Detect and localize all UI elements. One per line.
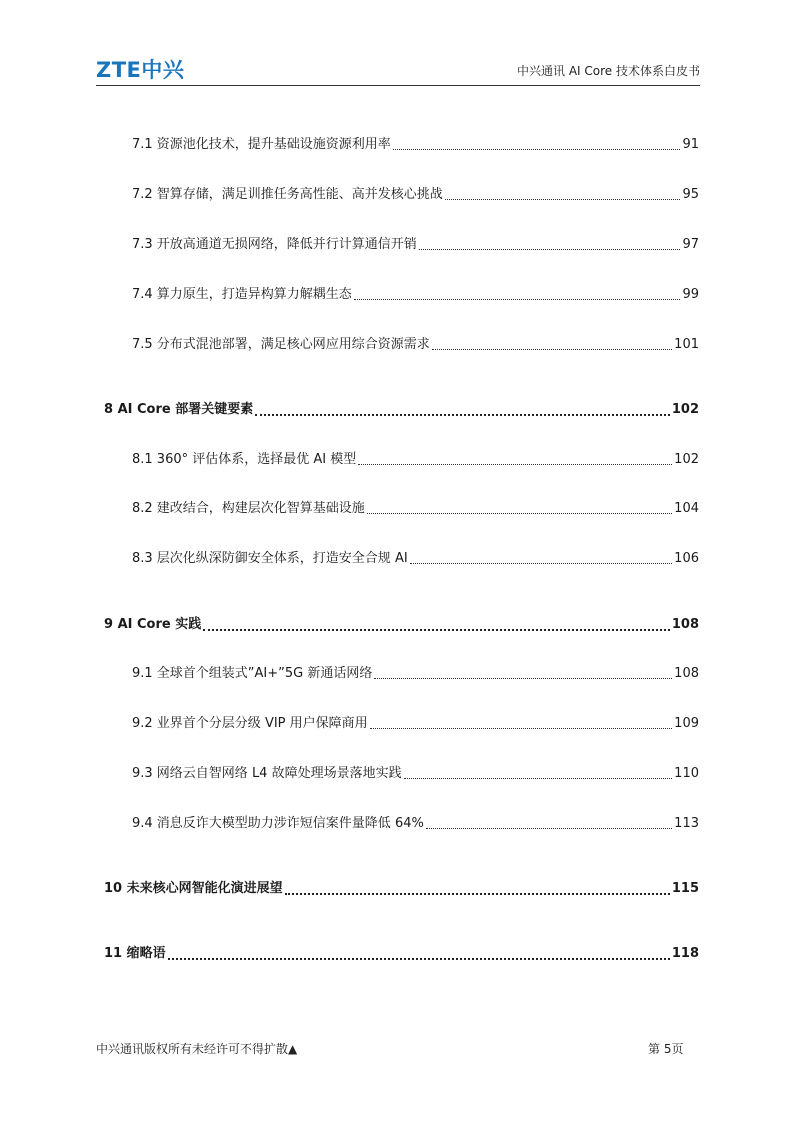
toc-entry-label: 9.3 网络云自智网络 L4 故障处理场景落地实践 <box>132 766 402 781</box>
dot-leader <box>404 777 673 779</box>
dot-leader <box>285 892 670 895</box>
toc-entry[interactable] <box>132 186 699 204</box>
toc-entry-page: 109 <box>674 716 699 731</box>
toc-chapter-page: 118 <box>671 946 699 961</box>
dot-leader <box>367 512 672 514</box>
dot-leader <box>410 562 673 564</box>
toc-entry[interactable] <box>132 715 699 733</box>
toc-entry-label: 9.4 消息反诈大模型助力涉诈短信案件量降低 64% <box>132 816 424 831</box>
toc-entry-label: 8.3 层次化纵深防御安全体系，打造安全合规 AI <box>132 551 408 566</box>
dot-leader <box>370 727 673 729</box>
toc-entry[interactable] <box>132 665 699 683</box>
dot-leader <box>255 413 670 416</box>
copyright-notice: 中兴通讯版权所有未经许可不得扩散▲ <box>96 1042 298 1056</box>
zte-logo: ZTE中兴 <box>96 58 185 82</box>
toc-chapter-page: 102 <box>671 402 699 417</box>
page-number: 第 5页 <box>648 1042 684 1056</box>
toc-entry-page: 91 <box>682 137 699 152</box>
toc-entry-page: 95 <box>682 187 699 202</box>
toc-chapter-label: 10 未来核心网智能化演进展望 <box>104 881 283 896</box>
toc-entry[interactable] <box>132 336 699 354</box>
toc-entry-label: 7.5 分布式混池部署，满足核心网应用综合资源需求 <box>132 337 430 352</box>
dot-leader <box>445 198 681 200</box>
dot-leader <box>358 463 672 465</box>
toc-chapter-label: 9 AI Core 实践 <box>104 617 202 632</box>
document-title: 中兴通讯 AI Core 技术体系白皮书 <box>517 64 700 78</box>
toc-chapter[interactable] <box>104 401 699 419</box>
toc-entry[interactable] <box>132 286 699 304</box>
toc-entry-page: 113 <box>674 816 699 831</box>
toc-entry-page: 106 <box>674 551 699 566</box>
toc-chapter[interactable] <box>104 880 699 898</box>
dot-leader <box>432 348 672 350</box>
dot-leader <box>203 628 670 631</box>
toc-chapter-label: 11 缩略语 <box>104 946 166 961</box>
dot-leader <box>168 957 670 960</box>
toc-chapter-page: 108 <box>671 617 699 632</box>
toc-chapter-label: 8 AI Core 部署关键要素 <box>104 402 254 417</box>
toc-entry[interactable] <box>132 765 699 783</box>
toc-entry-page: 101 <box>674 337 699 352</box>
toc-entry-label: 7.1 资源池化技术，提升基础设施资源利用率 <box>132 137 391 152</box>
toc-entry-page: 110 <box>674 766 699 781</box>
dot-leader <box>419 248 681 250</box>
toc-entry-label: 8.2 建改结合，构建层次化智算基础设施 <box>132 501 365 516</box>
toc-entry[interactable] <box>132 815 699 833</box>
toc-entry-label: 7.4 算力原生，打造异构算力解耦生态 <box>132 287 352 302</box>
dot-leader <box>393 148 681 150</box>
toc-entry[interactable] <box>132 550 699 568</box>
dot-leader <box>374 677 672 679</box>
toc-entry[interactable] <box>132 500 699 518</box>
toc-entry[interactable] <box>132 136 699 154</box>
toc-entry-label: 7.3 开放高通道无损网络，降低并行计算通信开销 <box>132 237 417 252</box>
dot-leader <box>354 298 681 300</box>
dot-leader <box>426 827 672 829</box>
toc-chapter-page: 115 <box>671 881 699 896</box>
toc-entry-label: 9.1 全球首个组装式”AI+”5G 新通话网络 <box>132 666 373 681</box>
toc-entry-page: 99 <box>682 287 699 302</box>
toc-entry-label: 8.1 360° 评估体系，选择最优 AI 模型 <box>132 452 357 467</box>
toc-entry[interactable] <box>132 236 699 254</box>
toc-entry-label: 9.2 业界首个分层分级 VIP 用户保障商用 <box>132 716 368 731</box>
toc-entry-page: 97 <box>682 237 699 252</box>
toc-entry[interactable] <box>132 451 699 469</box>
toc-chapter[interactable] <box>104 616 699 634</box>
page-header <box>96 52 700 86</box>
toc-entry-page: 104 <box>674 501 699 516</box>
toc-entry-page: 102 <box>674 452 699 467</box>
toc-entry-label: 7.2 智算存储，满足训推任务高性能、高并发核心挑战 <box>132 187 443 202</box>
toc-chapter[interactable] <box>104 945 699 963</box>
toc-entry-page: 108 <box>674 666 699 681</box>
